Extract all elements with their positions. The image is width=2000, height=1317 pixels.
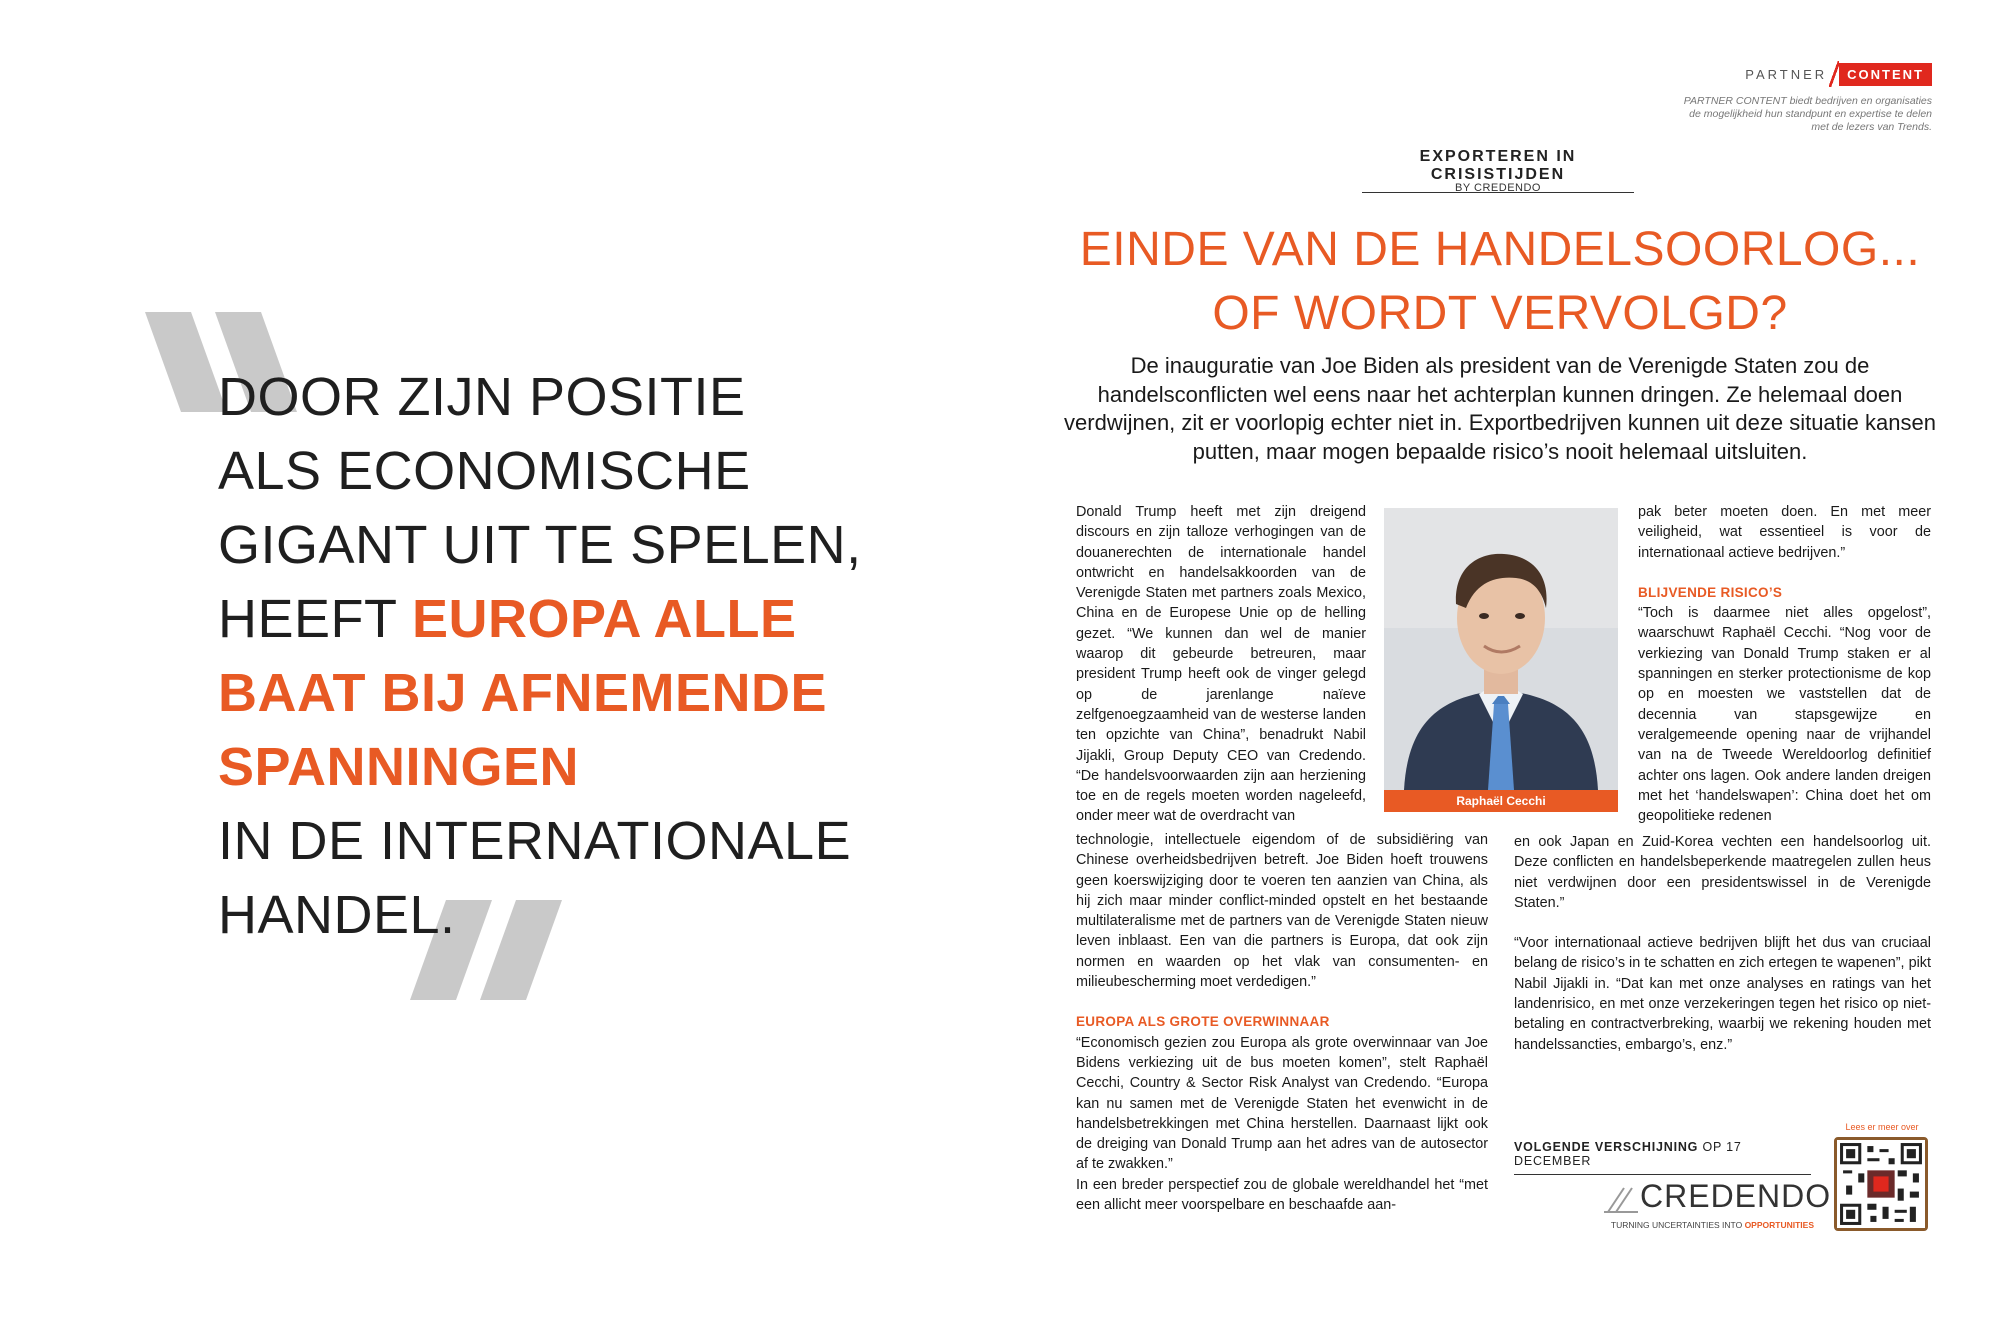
quote-highlight: EUROPA ALLE [412, 589, 797, 649]
logo-word: CREDENDO [1640, 1178, 1832, 1214]
paragraph: technologie, intellectuele eigendom of de subsidiëring van Chinese overheidsbedrijven betreft. Joe Biden hoeft trouwens geen koerswijziging door te voeren ten aanzien van China, als hij zich maar minder conflict-minded opstelt en het bestaande multilateralisme met de partners van de Verenigde Staten nieuw leven inblaast. Een van die partners is Europa, dat ook zijn normen en waarden op het vlak van consumenten- en milieubescherming moet verdedigen.” [1076, 832, 1488, 991]
tagline-text: TURNING UNCERTAINTIES INTO [1610, 1220, 1745, 1230]
partner-content-badge [1745, 62, 1932, 86]
partner-label: PARTNER [1745, 66, 1828, 82]
next-issue-label: VOLGENDE VERSCHIJNING [1514, 1140, 1699, 1154]
qr-label: Lees er meer over [1845, 1122, 1919, 1132]
article-title [1040, 218, 1960, 346]
qr-code-icon [1837, 1140, 1925, 1228]
paragraph: en ook Japan en Zuid-Korea vechten een handelsoorlog uit. Deze conflicten en handelsbeperkende maatregelen zullen heus niet verdwijnen door een presidentswissel in de Verenigde Staten.” [1514, 834, 1931, 911]
pull-quote [218, 360, 878, 952]
quote-highlight: BAAT BIJ AFNEMENDE [218, 663, 828, 723]
quote-line: ALS ECONOMISCHE [218, 441, 751, 501]
next-issue [1514, 1140, 1811, 1175]
body-column-right [1638, 502, 1931, 826]
title-line: OF WORDT VERVOLGD? [1212, 287, 1788, 340]
title-line: EINDE VAN DE HANDELSOORLOG... [1079, 223, 1921, 276]
qr-code[interactable] [1834, 1137, 1928, 1231]
photo-caption: Raphaël Cecchi [1384, 790, 1618, 812]
subheading: EUROPA ALS GROTE OVERWINNAAR [1076, 1014, 1330, 1030]
article-lead: De inauguratie van Joe Biden als president van de Verenigde Staten zou de handelsconflicten wel eens naar het achterplan kunnen dringen. Ze helemaal doen verdwijnen, zit er voorlopig echter niet in. Exportbedrijven kunnen uit deze situatie kansen putten, maar mogen bepaalde risico’s nooit helemaal uitsluiten. [1064, 353, 1936, 464]
body-column-left [1076, 502, 1366, 827]
tagline-highlight: OPPORTUNITIES [1744, 1220, 1814, 1230]
paragraph: “Toch is daarmee niet alles opgelost”, waarschuwt Raphaël Cecchi. “Nog voor de verkiezing van Donald Trump staken er al spanningen en sterker protectionisme de kop op en moesten we vaststellen dat de decennia van stapsgewijze en veralgemeende opening naar de vrijhandel van na de Tweede Wereldoorlog definitief achter ons lagen. Ook andere landen dreigen met het ‘handelswapen’: China doet het om geopolitieke redenen [1638, 605, 1931, 825]
logo-mark-icon [1604, 1182, 1644, 1218]
paragraph: In een breder perspectief zou de globale wereldhandel het “met een allicht meer voorspelbare en beschaafde aan- [1076, 1176, 1488, 1214]
quote-line [218, 582, 878, 656]
next-issue-date: OP 17 DECEMBER [1514, 1140, 1742, 1168]
content-label: CONTENT [1839, 63, 1932, 86]
quote-line: DOOR ZIJN POSITIE [218, 367, 746, 427]
badge-slash [1829, 61, 1839, 87]
quote-line: HANDEL. [218, 885, 456, 945]
paragraph: Donald Trump heeft met zijn dreigend discours en zijn talloze verhogingen van de douanerechten de internationale handel ontwricht en handelsakkoorden van de Verenigde Staten met partners zoals Mexico, China en de Europese Unie op de helling gezet. “We kunnen dan wel de manier waarop dit gebeurde betreuren, maar president Trump heeft ook de vinger gelegd op de jarenlange naïeve zelfgenoegzaamheid van de westerse landen ten opzichte van China”, benadrukt Nabil Jijakli, Group Deputy CEO van Credendo. “De handelsvoorwaarden zijn aan herziening toe en de regels moeten worden nageleefd, onder meer wat de overdracht van [1076, 504, 1366, 825]
portrait-photo [1384, 508, 1618, 790]
paragraph: “Voor internationaal actieve bedrijven blijft het dus van cruciaal belang de risico’s in te schatten en zich ertegen te wapenen”, pikt Nabil Jijakli in. “Dat kan met onze analyses en ratings van het landenrisico, en met onze verzekeringen tegen het risico op niet-betaling en contractverbreking, waarbij we rekening houden met handelssancties, embargo’s, enz.” [1514, 935, 1931, 1053]
quote-line: GIGANT UIT TE SPELEN, [218, 515, 862, 575]
logo-tagline [1604, 1220, 1814, 1230]
section-heading: EXPORTEREN IN CRISISTIJDEN [1362, 148, 1634, 193]
paragraph: “Economisch gezien zou Europa als grote overwinnaar van Joe Bidens verkiezing uit de bus moeten komen”, stelt Raphaël Cecchi, Country & Sector Risk Analyst van Credendo. “Europa kan nu samen met de Verenigde Staten het evenwicht in de handelsbetrekkingen met China herstellen. Daarnaast lijkt ook de dreiging van Donald Trump aan het adres van de autosector af te zwakken.” [1076, 1034, 1488, 1173]
quote-line: IN DE INTERNATIONALE [218, 811, 852, 871]
body-column-right-wide [1514, 832, 1931, 1055]
byline: BY CREDENDO [1455, 182, 1541, 194]
quote-highlight: SPANNINGEN [218, 737, 580, 797]
body-column-left-wide [1076, 830, 1488, 1215]
quote-text: HEEFT [218, 589, 413, 649]
partner-description: PARTNER CONTENT biedt bedrijven en organisaties de mogelijkheid hun standpunt en expertise te delen met de lezers van Trends. [1683, 95, 1932, 133]
subheading: BLIJVENDE RISICO’S [1638, 584, 1783, 600]
paragraph: pak beter moeten doen. En met meer veiligheid, wat essentieel is voor de internationaal actieve bedrijven.” [1638, 504, 1931, 561]
portrait-illustration [1384, 508, 1618, 790]
